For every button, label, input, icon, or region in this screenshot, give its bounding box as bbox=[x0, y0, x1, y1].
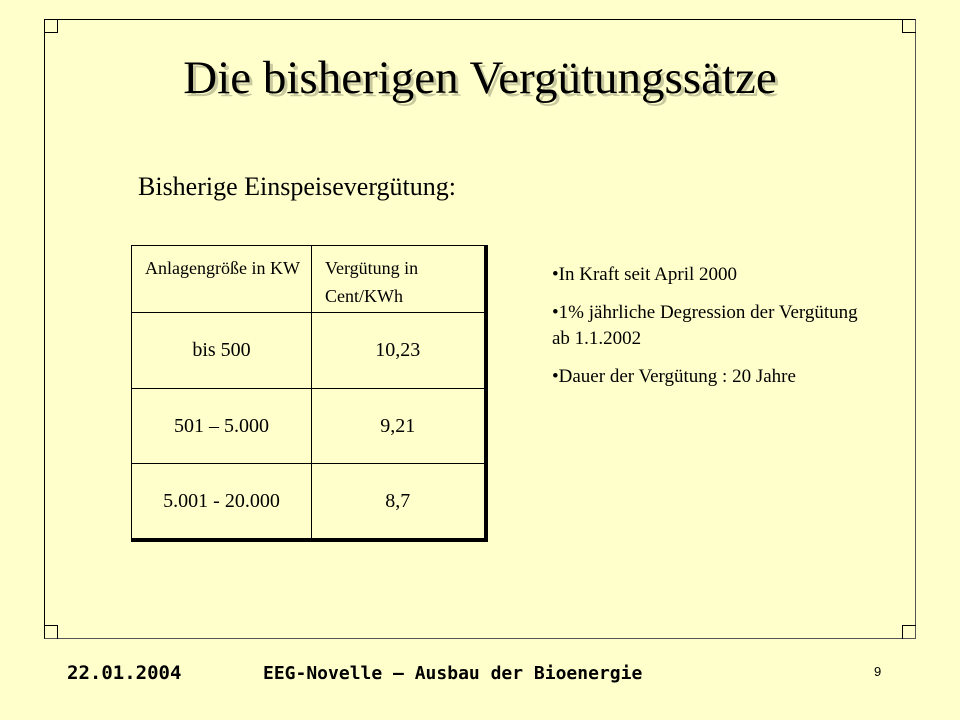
bullet-item: • In Kraft seit April 2000 bbox=[552, 262, 872, 288]
tariff-table bbox=[131, 245, 488, 542]
table-row bbox=[132, 389, 486, 464]
info-bullet-list bbox=[552, 262, 872, 402]
table-cell-tariff: 10,23 bbox=[312, 313, 486, 389]
table-cell-size: 501 – 5.000 bbox=[132, 389, 312, 464]
table-cell-tariff: 8,7 bbox=[312, 464, 486, 541]
bullet-item: • 1% jährliche Degression der Vergütung ab 1.1.2002 bbox=[552, 300, 872, 352]
footer-date: 22.01.2004 bbox=[67, 662, 182, 684]
frame-corner-bottom-left bbox=[44, 625, 58, 639]
page-number: 9 bbox=[874, 664, 882, 679]
table-row bbox=[132, 464, 486, 541]
footer-title: EEG-Novelle – Ausbau der Bioenergie bbox=[263, 663, 643, 684]
table-header-tariff: Vergütung in Cent/KWh bbox=[312, 246, 486, 313]
frame-corner-top-left bbox=[44, 19, 58, 33]
table-row bbox=[132, 313, 486, 389]
table-cell-size: 5.001 - 20.000 bbox=[132, 464, 312, 541]
table-header-plant-size: Anlagengröße in KW bbox=[132, 246, 312, 313]
slide-title: Die bisherigen Vergütungssätze bbox=[183, 52, 777, 104]
frame-corner-top-right bbox=[902, 19, 916, 33]
table-header-row bbox=[132, 246, 486, 313]
bullet-item: • Dauer der Vergütung : 20 Jahre bbox=[552, 364, 872, 390]
table-cell-tariff: 9,21 bbox=[312, 389, 486, 464]
slide-subtitle: Bisherige Einspeisevergütung: bbox=[138, 172, 456, 201]
frame-corner-bottom-right bbox=[902, 625, 916, 639]
table-cell-size: bis 500 bbox=[132, 313, 312, 389]
